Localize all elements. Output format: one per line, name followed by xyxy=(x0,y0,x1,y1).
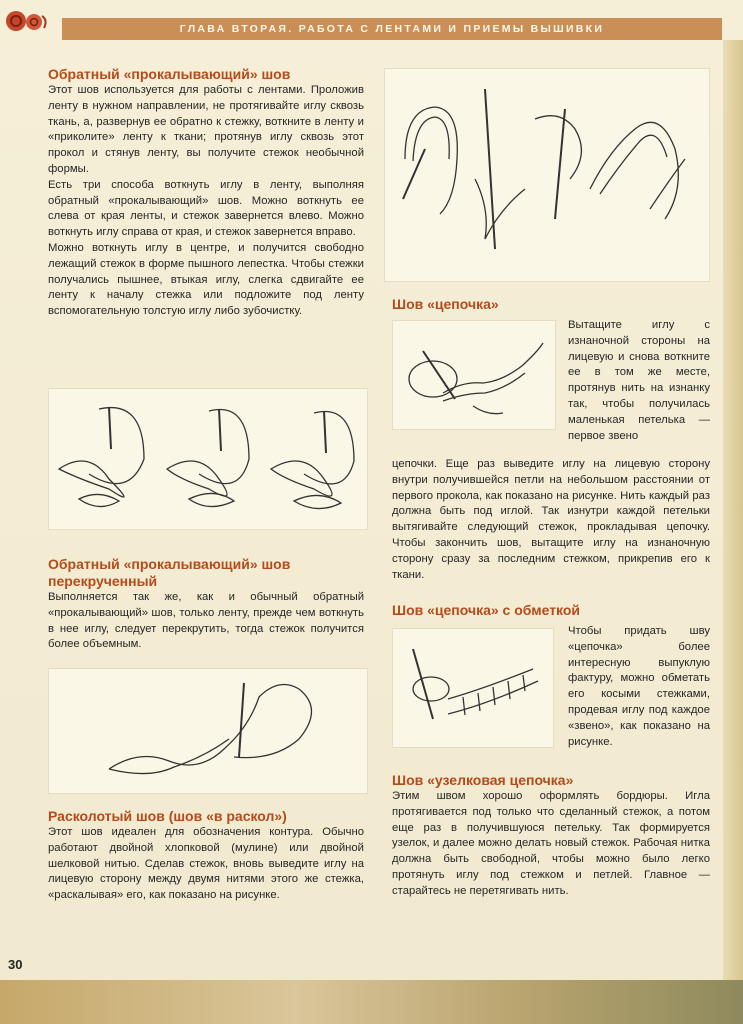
section-knotted-chain: Шов «узелковая цепочка» Этим швом хорошо оформлять бордюры. Игла протягивается под только что сделанный стежок, а потом еще раз в получившуюся петельку. Так формируется узелок, и далее можно делать новый стежок. Рабочая нитка должна быть свободной, чтобы можно было легко протянуть иглу под стежком и петлей. Главное — старайтесь не перетягивать нить. xyxy=(392,772,710,897)
back-stitch-illustration xyxy=(48,388,368,530)
section-back-stitch xyxy=(48,66,364,320)
section-title: Обратный «прокалывающий» шов xyxy=(48,66,291,82)
page-number: 30 xyxy=(8,957,23,972)
chapter-header xyxy=(62,18,722,40)
chain-stitch-illustration xyxy=(392,320,556,430)
paragraph: Выполняется так же, как и обычный обратный «прокалывающий» шов, только ленту, прежде чем воткнуть в нее иглу, следует перекрутить, тогда стежок получится более объемным. xyxy=(48,591,364,651)
right-decor-stripe xyxy=(723,40,743,980)
section-chain-stitch xyxy=(392,296,710,313)
paragraph: Этот шов идеален для обозначения контура. Обычно работают двойной хлопковой (мулине) или двойной шелковой нитью. Сделав стежок, вновь выведите иглу на лицевую сторону между двумя нитями этого же стежка, «раскалывая» его, как показано на рисунке. xyxy=(48,826,364,902)
twisted-stitch-illustration xyxy=(48,668,368,794)
section-split-stitch xyxy=(48,808,364,904)
split-stitch-illustration xyxy=(384,68,710,282)
chapter-title: ГЛАВА ВТОРАЯ. РАБОТА С ЛЕНТАМИ И ПРИЕМЫ ВЫШИВКИ xyxy=(179,23,605,35)
bottom-decor xyxy=(0,980,743,1024)
section-twisted-back-stitch xyxy=(48,556,364,653)
paragraph: Можно воткнуть иглу в центре, и получится свободно лежащий стежок в форме пышного лепестка. Чтобы стежки получались пышнее, втыкая иглу, слегка сдвигайте ее ленту к началу стежка или подложите под ленту вспомогательную толстую иглу либо зубочистку. xyxy=(48,241,364,318)
section-title: Шов «узелковая цепочка» xyxy=(392,772,574,788)
paragraph: Этот шов используется для работы с лентами. Проложив ленту в нужном направлении, не протягивайте иглу сквозь ткань, а, развернув ее обратно к стежку, воткните в ленту и «приколите» ленту к ткани; протянув иглу сквозь этот прокол и стянув ленту, вы получите стежок необычной формы. xyxy=(48,84,364,175)
section-title: Обратный «прокалывающий» шов перекрученный xyxy=(48,556,291,589)
chain-side-text: Вытащите иглу с изнаночной стороны на лицевую и снова воткните ее в том же месте, протянув нить на изнанку так, чтобы получилась маленькая петелька — первое звено xyxy=(568,319,710,442)
section-title: Шов «цепочка» xyxy=(392,296,499,312)
paragraph: Есть три способа воткнуть иглу в ленту, выполняя обратный «прокалывающий» шов. Можно воткнуть ее слева от края ленты, и стежок завернется влево. Можно воткнуть иглу справа от края, и стежок завернется вправо. xyxy=(48,178,364,239)
chain-text: цепочки. Еще раз выведите иглу на лицевую сторону внутри получившейся петли на небольшом расстоянии от первого прокола, как показано на рисунке. Нить каждый раз должна быть под иглой. Так изнутри каждой петельки вытягивайте следующий стежок, прокладывая цепочку. Чтобы закончить шов, вытащите иглу на изнаночную сторону сразу за последним стежком, прикрепив его к ткани. xyxy=(392,458,710,581)
ribbon-rose-logo xyxy=(4,6,50,36)
section-title: Шов «цепочка» с обметкой xyxy=(392,602,581,618)
section-chain-whipped xyxy=(392,602,710,619)
whipped-side-text: Чтобы придать шву «цепочка» более интересную выпуклую фактуру, можно обметать его косыми стежками, продевая иглу под каждое «звено», как показано на рисунке. xyxy=(568,625,710,748)
whipped-chain-illustration xyxy=(392,628,554,748)
section-title: Расколотый шов (шов «в раскол») xyxy=(48,808,287,824)
